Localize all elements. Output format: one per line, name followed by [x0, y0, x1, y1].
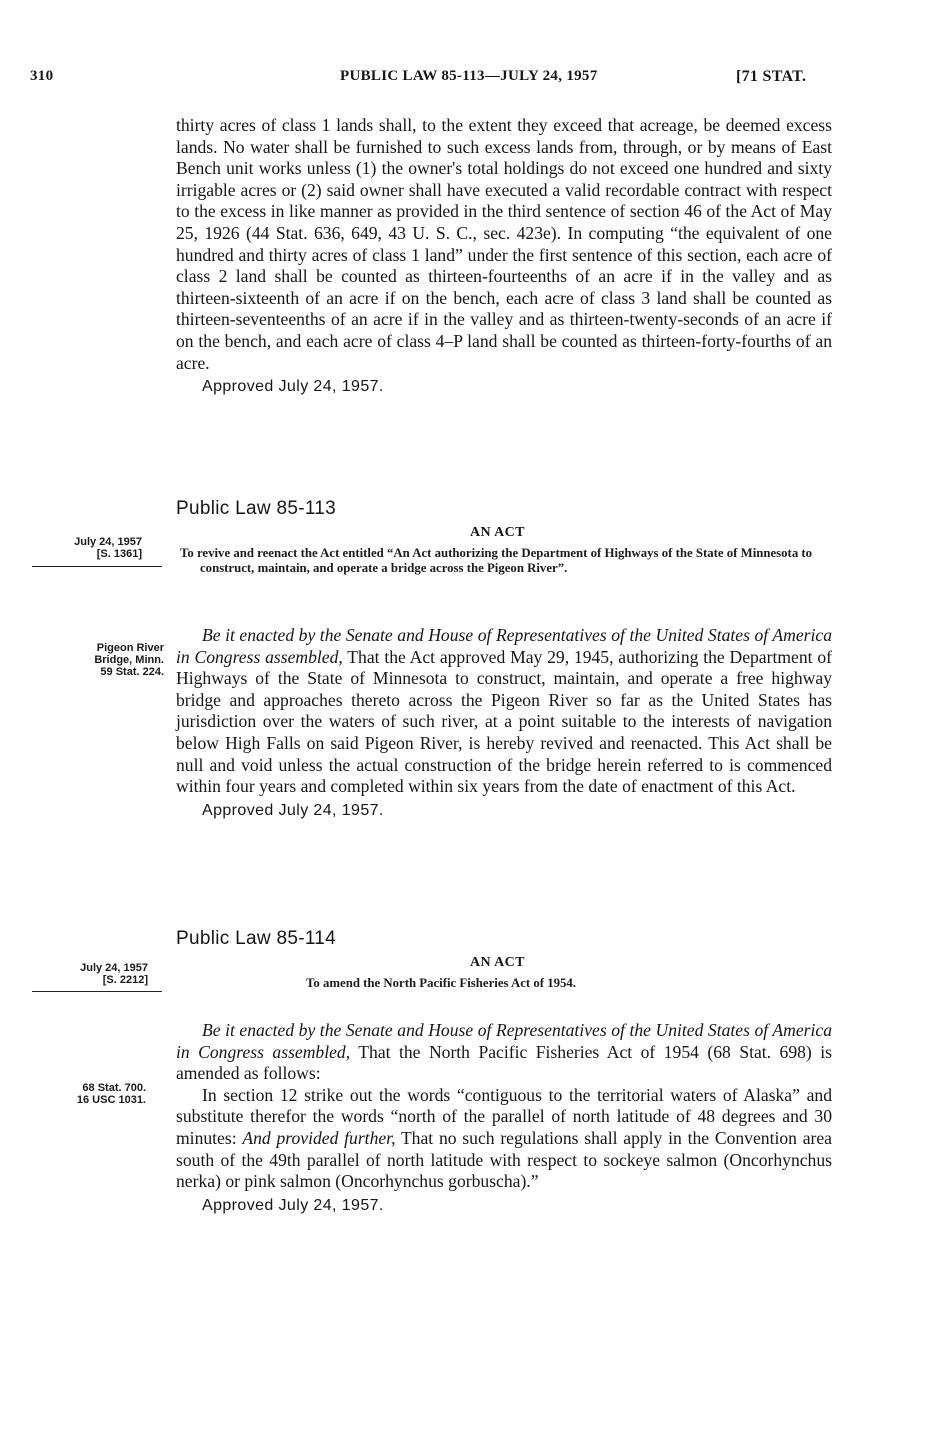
- volume-reference: [71 STAT.: [736, 68, 807, 85]
- law-114-text-1: That the North Pacific Fisheries Act of 1954 (68 Stat. 698) is amended as follows:: [176, 1041, 832, 1084]
- margin-subject: [28, 642, 164, 678]
- margin-divider: [32, 991, 162, 992]
- margin-citation: 59 Stat. 224.: [100, 666, 164, 678]
- amendment-text: In section 12 strike out the words “contiguous to the territorial waters of Alaska” and substitute therefor the words “north of the parallel of north latitude of 48 degrees and 30 minutes:: [176, 1084, 832, 1148]
- approval-date: Approved July 24, 1957.: [202, 801, 384, 819]
- enacting-clause: Be it enacted by the Senate and House of Representatives of the United States of America in Congress assembled,: [176, 625, 832, 667]
- page-number: 310: [30, 68, 54, 84]
- margin-topic-state: Bridge, Minn.: [94, 654, 164, 666]
- margin-topic: Pigeon River: [96, 642, 164, 654]
- approval-date: Approved July 24, 1957.: [202, 378, 384, 396]
- act-purpose: To amend the North Pacific Fisheries Act of 1954.: [306, 976, 577, 990]
- law-114-body: [176, 1020, 832, 1216]
- margin-citation: 68 Stat. 700.: [82, 1082, 146, 1094]
- enacting-clause: Be it enacted by the Senate and House of Representatives of the United States of America in Congress assembled,: [176, 1020, 832, 1062]
- law-title: Public Law 85-114: [176, 928, 337, 949]
- law-113-body: [176, 625, 832, 821]
- law-113-text: That the Act approved May 29, 1945, authorizing the Department of Highways of the State of Minnesota to construct, maintain, and operate a free highway bridge and approaches thereto across the Pigeon River so far as the United States has jurisdiction over the waters of such river, at a point suitable to the interests of navigation below High Falls on said Pigeon River, is hereby revived and reenacted. This Act shall be null and void unless the actual construction of the bridge herein referred to is commenced within four years and completed within six years from the date of enactment of this Act.: [176, 646, 832, 797]
- margin-bill-number: [S. 2212]: [102, 974, 148, 986]
- act-purpose-text: To revive and reenact the Act entitled “An Act authorizing the Department of Highways of the State of Minnesota to construct, maintain, and operate a bridge across the Pigeon River”.: [180, 546, 813, 575]
- approval-date: Approved July 24, 1957.: [202, 1196, 384, 1214]
- law-title: Public Law 85-113: [176, 498, 337, 519]
- amendment-paragraph: [176, 1085, 832, 1193]
- enacting-paragraph: [176, 625, 832, 798]
- an-act-heading: AN ACT: [470, 955, 525, 970]
- continuation-paragraph: thirty acres of class 1 lands shall, to the extent they exceed that acreage, be deemed excess lands. No water shall be furnished to such excess lands from, through, or by means of East Bench unit works unless (1) the owner's total holdings do not exceed one hundred and sixty irrigable acres or (2) said owner shall have executed a valid recordable contract with respect to the excess in like manner as provided in the third sentence of section 46 of the Act of May 25, 1926 (44 Stat. 636, 649, 43 U. S. C., sec. 423e). In computing “the equivalent of one hundred and thirty acres of class 1 land” under the first sentence of this section, each acre of class 2 land shall be counted as thirteen-fourteenths of an acre if in the valley and as thirteen-sixteenth of an acre if on the bench, each acre of class 3 land shall be counted as thirteen-seventeenths of an acre if in the valley and as thirteen-twenty-seconds of an acre if on the bench, and each acre of class 4–P land shall be counted as thirteen-forty-fourths of an acre.: [176, 115, 832, 373]
- margin-date: [30, 536, 142, 560]
- amendment-text-cont: That no such regulations shall apply in the Convention area south of the 49th parallel of north latitude with respect to sockeye salmon (Oncorhynchus nerka) or pink salmon (Oncorhynchus gorbuscha).”: [176, 1127, 832, 1192]
- margin-divider: [32, 566, 162, 567]
- continuation-section: [176, 115, 832, 398]
- margin-date-text: July 24, 1957: [74, 536, 142, 548]
- an-act-heading: AN ACT: [470, 525, 525, 540]
- act-purpose: [180, 546, 836, 576]
- margin-citations: [28, 1082, 146, 1106]
- enacting-paragraph: [176, 1020, 832, 1085]
- margin-date-text: July 24, 1957: [80, 962, 148, 974]
- proviso-clause: And provided further,: [242, 1127, 396, 1148]
- running-head-title: PUBLIC LAW 85-113—JULY 24, 1957: [340, 68, 598, 84]
- margin-bill-number: [S. 1361]: [96, 548, 142, 560]
- margin-citation-usc: 16 USC 1031.: [76, 1094, 146, 1106]
- margin-date: [30, 962, 148, 986]
